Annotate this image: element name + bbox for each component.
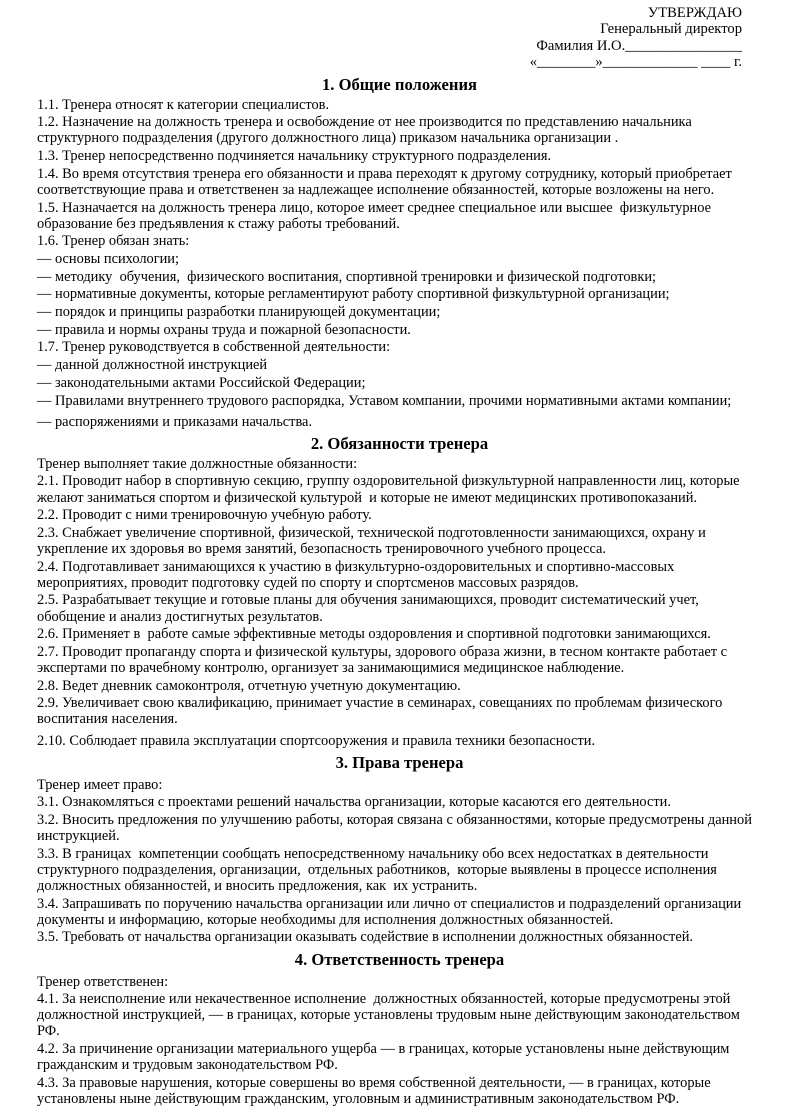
document-body bbox=[37, 75, 762, 1107]
paragraph-2-10: 2.10. Соблюдает правила эксплуатации спортсооружения и правила техники безопасности. bbox=[37, 732, 596, 749]
paragraph-1-5: 1.5. Назначается на должность тренера лицо, которое имеет среднее специальное или высшее физкультурное образование без предъявления к стажу работы требований. bbox=[37, 199, 715, 232]
list-item-guide-3: — Правилами внутреннего трудового распорядка, Уставом компании, прочими нормативными актами компании; bbox=[37, 392, 732, 409]
paragraph-2-2: 2.2. Проводит с ними тренировочную учебную работу. bbox=[37, 507, 372, 524]
paragraph-2-4: 2.4. Подготавливает занимающихся к участию в физкультурно-оздоровительных и спортивно-массовых мероприятиях, проводит подготовку судей по спорту и спортсменов массовых разрядов. bbox=[37, 558, 678, 591]
list-item-know-5: — правила и нормы охраны труда и пожарной безопасности. bbox=[37, 321, 411, 338]
paragraph-1-6: 1.6. Тренер обязан знать: bbox=[37, 233, 190, 250]
paragraph-4-1: 4.1. За неисполнение или некачественное исполнение должностных обязанностей, которые предусмотрены этой должностной инструкцией, — в границах, которые установлены трудовым ныне действующим законодательством РФ. bbox=[37, 991, 744, 1040]
paragraph-duties-lead: Тренер выполняет такие должностные обязанности: bbox=[37, 455, 358, 472]
paragraph-3-3: 3.3. В границах компетенции сообщать непосредственному начальнику обо всех недостатках в деятельности структурного подразделения, организации, отдельных работников, которые выявлены в процессе исполнения должностных обязанностей, и вносить предложения, как их устранить. bbox=[37, 845, 721, 894]
paragraph-3-5: 3.5. Требовать от начальства организации оказывать содействие в исполнении должностных обязанностей. bbox=[37, 929, 694, 946]
list-item-guide-4: — распоряжениями и приказами начальства. bbox=[37, 413, 313, 430]
paragraph-1-1: 1.1. Тренера относят к категории специалистов. bbox=[37, 96, 330, 113]
section-title-rights: 3. Права тренера bbox=[335, 752, 464, 772]
approval-director-title: Генеральный директор bbox=[600, 21, 742, 38]
approval-label: УТВЕРЖДАЮ bbox=[647, 5, 742, 21]
list-item-know-1: — основы психологии; bbox=[37, 251, 180, 268]
paragraph-2-9: 2.9. Увеличивает свою квалификацию, принимает участие в семинарах, совещаниях по проблемам физического воспитания населения. bbox=[37, 695, 726, 728]
section-title-duties: 2. Обязанности тренера bbox=[310, 433, 489, 453]
paragraph-2-5: 2.5. Разрабатывает текущие и готовые планы для обучения занимающихся, проводит систематический учет, обобщение и анализ достигнутых результатов. bbox=[37, 592, 703, 625]
paragraph-2-7: 2.7. Проводит пропаганду спорта и физической культуры, здорового образа жизни, в тесном контакте работает с экспертами по врачебному контролю, организует за занимающимися медицинское наблюдение. bbox=[37, 643, 731, 676]
paragraph-2-8: 2.8. Ведет дневник самоконтроля, отчетную учетную документацию. bbox=[37, 677, 461, 694]
list-item-know-4: — порядок и принципы разработки планирующей документации; bbox=[37, 304, 441, 321]
paragraph-1-2: 1.2. Назначение на должность тренера и освобождение от нее производится по представлению начальника структурного подразделения (другого должностного лица) приказом начальника организации . bbox=[37, 114, 696, 147]
paragraph-responsibility-lead: Тренер ответственен: bbox=[37, 973, 169, 990]
approval-block bbox=[37, 5, 762, 71]
paragraph-2-3: 2.3. Снабжает увеличение спортивной, физической, технической подготовленности занимающихся, охрану и укрепление их здоровья во время занятий, безопасность тренировочного учебного процесса. bbox=[37, 524, 710, 557]
section-title-general: 1. Общие положения bbox=[322, 74, 477, 94]
paragraph-2-1: 2.1. Проводит набор в спортивную секцию, группу оздоровительной физкультурной направленности лиц, которые желают заниматься спортом и физической культурой и которые не имеют медицинских противопоказаний. bbox=[37, 473, 744, 506]
paragraph-4-2: 4.2. За причинение организации материального ущерба — в границах, которые установлены ныне действующим гражданским и трудовым законодательством РФ. bbox=[37, 1041, 734, 1074]
paragraph-1-4: 1.4. Во время отсутствия тренера его обязанности и права переходят к другому сотруднику, который приобретает соответствующие права и ответственен за надлежащее исполнение обязанностей, которые возложены на него. bbox=[37, 165, 736, 198]
paragraph-3-1: 3.1. Ознакомляться с проектами решений начальства организации, которые касаются его деятельности. bbox=[37, 794, 671, 811]
paragraph-rights-lead: Тренер имеет право: bbox=[37, 776, 163, 793]
paragraph-4-3: 4.3. За правовые нарушения, которые совершены во время собственной деятельности, — в границах, которые установлены ныне действующим гражданским, уголовным и административным законодательством РФ. bbox=[37, 1074, 715, 1107]
list-item-know-2: — методику обучения, физического воспитания, спортивной тренировки и физической подготовки; bbox=[37, 268, 657, 285]
paragraph-1-7: 1.7. Тренер руководствуется в собственной деятельности: bbox=[37, 339, 391, 356]
paragraph-3-2: 3.2. Вносить предложения по улучшению работы, которая связана с обязанностями, которые предусмотрены данной инструкцией. bbox=[37, 812, 756, 845]
paragraph-1-3: 1.3. Тренер непосредственно подчиняется начальнику структурного подразделения. bbox=[37, 148, 552, 165]
paragraph-3-4: 3.4. Запрашивать по поручению начальства организации или лично от специалистов и подразделений организации документы и информацию, которые необходимы для исполнения должностных обязанностей. bbox=[37, 895, 745, 928]
list-item-guide-2: — законодательными актами Российской Федерации; bbox=[37, 374, 366, 391]
approval-date-line: «________»_____________ ____ г. bbox=[529, 54, 742, 71]
approval-name-line: Фамилия И.О.________________ bbox=[536, 37, 742, 54]
list-item-guide-1: — данной должностной инструкцией bbox=[37, 357, 268, 374]
list-item-know-3: — нормативные документы, которые регламентируют работу спортивной физкультурной организации; bbox=[37, 286, 670, 303]
section-title-responsibility: 4. Ответственность тренера bbox=[294, 949, 505, 969]
paragraph-2-6: 2.6. Применяет в работе самые эффективные методы оздоровления и спортивной подготовки занимающихся. bbox=[37, 626, 711, 643]
